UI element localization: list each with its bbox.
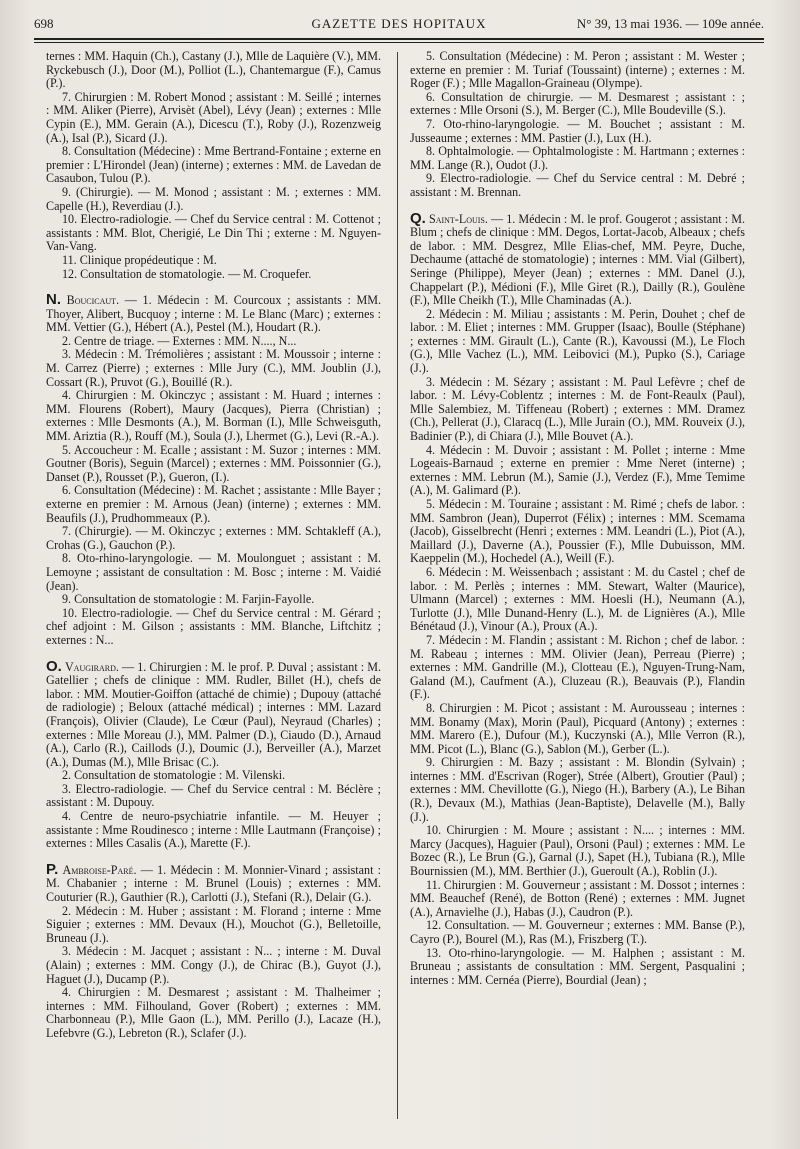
service-entry: 7. Oto-rhino-laryngologie. — M. Bouchet ; assistant : M. Jusseaume ; externes : MM. Pastier (J.), Lux (H.). xyxy=(410,116,745,145)
service-entry: 2. Consultation de stomatologie : M. Vilenski. xyxy=(62,768,286,783)
service-entry: 10. Chirurgien : M. Moure ; assistant : N.... ; internes : MM. Marcy (Jacques), Haguier (Paul), Orsoni (Paul) ; externes : MM. Le Bozec (R.), Le Brun (G.), Garnal (J.), Sapet (H.), Tubiana (R.), Mlle Bournissien (M.), MM. Berthier (J.), Gueroult (A.), Roblin (J.). xyxy=(410,823,745,879)
left-column xyxy=(46,50,381,1041)
section-letter: P. xyxy=(46,860,59,878)
service-entry: 9. Chirurgien : M. Bazy ; assistant : M. Blondin (Sylvain) ; internes : MM. d'Escrivan (Roger), Strée (Albert), Groutier (Paul) ; externes : MM. Chevillotte (G.), Niego (H.), Barbery (A.), Le Bihan (R.), Devaux (M.), Mathias (Jean-Baptiste), Delavelle (M.), Bally (J.). xyxy=(410,755,745,824)
section-letter: O. xyxy=(46,657,62,675)
service-entry: 3. Electro-radiologie. — Chef du Service central : M. Béclère ; assistant : M. Dupouy. xyxy=(46,781,381,810)
service-entry: 7. (Chirurgie). — M. Okinczyc ; externes : MM. Schtakleff (A.), Crohas (G.), Gauchon (P.). xyxy=(46,524,381,552)
section-text: — 1. Médecin : M. Monnier-Vinard ; assistant : M. Chabanier ; interne : M. Brunel (Louis) ; externes : MM. Couturier (R.), Gauthier (R.), Carlotti (J.), Stefani (R.), Delair (G.). xyxy=(46,862,382,905)
service-entry: 3. Médecin : M. Jacquet ; assistant : N... ; interne : M. Duval (Alain) ; externes : MM. Congy (J.), de Chirac (B.), Guyot (J.), Haguet (J.), Ducamp (P.). xyxy=(46,944,381,986)
hospital-name: Saint-Louis. xyxy=(428,211,488,226)
section-letter: Q. xyxy=(410,209,426,227)
service-entry: 13. Oto-rhino-laryngologie. — M. Halphen ; assistant : M. Bruneau ; assistants de consultation : MM. Sergent, Pasqualini ; internes : MM. Cernéa (Pierre), Bourdial (Jean) ; xyxy=(410,945,745,987)
service-entry: 12. Consultation. — M. Gouverneur ; externes : MM. Banse (P.), Cayro (P.), Bourel (M.), Ras (M.), Friszberg (T.). xyxy=(410,918,745,946)
service-entry: 3. Médecin : M. Sézary ; assistant : M. Paul Lefèvre ; chef de labor. : M. Lévy-Coblentz ; internes : M. de Font-Reaulx (Paul), Mlle Salembiez, M. Tiffeneau (Robert) ; externes : MM. Dramez (Ch.), Pellerat (J.), Claracq (L.), Mlle Jurain (O.), MM. Rouveix (J.), Badinier (P.), di Chiara (J.), Mlle Bouvet (A.). xyxy=(410,374,745,444)
page-header xyxy=(34,16,764,38)
service-entry: 4. Centre de neuro-psychiatrie infantile. — M. Heuyer ; assistante : Mme Roudinesco ; interne : Mlle Lautmann (Françoise) ; externes : Mlles Casalis (A.), Marette (F.). xyxy=(46,809,381,851)
service-entry: 10. Electro-radiologie. — Chef du Service central : M. Gérard ; chef adjoint : M. Gilson ; assistants : MM. Blanche, Liftchitz ; externes : N... xyxy=(46,605,381,647)
hospital-name: Ambroise-Paré. xyxy=(62,862,137,877)
section-text: — 1. Chirurgien : M. le prof. P. Duval ; assistant : M. Gatellier ; chefs de clinique : MM. Rudler, Billet (H.), chefs de labor. : MM. Moutier-Goiffon (attaché de chimie) ; Dupouy (attaché de radiologie) ; Beloux (attaché médical) ; internes : MM. Lazard (François), Olivier (Claude), Le Cœur (Paul), Neyraud (Charles) ; externes : Mlle Moreau (J.), MM. Palmer (D.), Ciaudo (D.), Arnaud (A.), Carlo (R.), Caillods (J.), Doumic (J.), Berveiller (A.), Marzet (A.), Dumas (M.), Mlle Brisac (C.). xyxy=(46,659,382,769)
service-entry: 11. Chirurgien : M. Gouverneur ; assistant : M. Dossot ; internes : MM. Beauchef (René), de Botton (René) ; externes : MM. Jugnet (A.), Arnavielhe (J.), Habas (J.), Caudron (P.). xyxy=(410,877,745,919)
column-divider xyxy=(397,52,398,1119)
hospital-name: Boucicaut. xyxy=(66,293,120,308)
service-entry: 2. Centre de triage. — Externes : MM. N...., N... xyxy=(62,333,297,348)
page-number: 698 xyxy=(34,16,54,31)
service-entry: 8. Chirurgien : M. Picot ; assistant : M. Aurousseau ; internes : MM. Bonamy (Max), Morin (Paul), Picquard (Antony) ; externes : MM. Marero (E.), Dufour (M.), Kuczynski (A.), Mlle Verron (R.), MM. Picot (L.), Blanc (G.), Sablon (M.), Gerber (L.). xyxy=(410,700,745,756)
section-text: — 1. Médecin : M. Courcoux ; assistants : MM. Thoyer, Alibert, Bucquoy ; interne : M. Le Blanc (Marc) ; externes : MM. Vettier (G.), Hébert (A.), Pestel (M.), Houdart (R.). xyxy=(46,293,381,335)
continued-paragraph: ternes : MM. Haquin (Ch.), Castany (J.), Mlle de Laquière (V.), MM. Ryckebusch (J.), Door (M.), Polliot (L.), Chantemargue (F.), Camus (P.). xyxy=(46,49,381,91)
section-text: — 1. Médecin : M. le prof. Gougerot ; assistant : M. Blum ; chefs de clinique : MM. Degos, Lortat-Jacob, Albeaux ; chefs de labor. : MM. Desgrez, Mlle Elias-chef, MM. Peyre, Duche, Dechaume (attaché de stomatologie) ; internes : MM. Vial (Gilbert), Seringe (Philippe), Meyer (Jean) ; externes : MM. Danel (J.), Chappelart (P.), Médioni (F.), Mlle Giret (R.), Dailly (R.), Goulène (F.), Mlle Cheikh (T.), Mlle Chaminadas (A.). xyxy=(410,211,745,308)
hospital-section xyxy=(46,657,382,770)
service-entry: 8. Ophtalmologie. — Ophtalmologiste : M. Hartmann ; externes : MM. Lange (R.), Oudot (J.). xyxy=(410,144,745,172)
journal-title: GAZETTE DES HOPITAUX xyxy=(311,16,487,31)
service-entry: 2. Médecin : M. Miliau ; assistants : M. Perin, Douhet ; chef de labor. : M. Eliet ; internes : MM. Grupper (Isaac), Boulle (Stéphane) ; externes : MM. Girault (L.), Cante (R.), Kavoussi (M.), Le Floch (G.), Mlle Vachez (L.), MM. Leibovici (M.), Pupko (S.), Cariage (J.). xyxy=(410,306,745,376)
service-entry: 12. Consultation de stomatologie. — M. Croquefer. xyxy=(62,266,312,281)
hospital-section xyxy=(46,293,381,335)
service-entry: 2. Médecin : M. Huber ; assistant : M. Florand ; interne : Mme Siguier ; externes : MM. Devaux (H.), Mouchot (G.), Belletoille, Bruneau (J.). xyxy=(46,903,381,945)
service-entry: 4. Chirurgien : M. Okinczyc ; assistant : M. Huard ; internes : MM. Flourens (Robert), Maury (Jacques), Pierra (Christian) ; externes : Mlle Desmonts (A.), M. Borman (I.), Mlle Schweisguth, MM. Ariztia (R.), Rouff (M.), Soula (J.), Lhermet (G.), Levi (R.-A.). xyxy=(46,388,381,444)
service-entry: 6. Médecin : M. Weissenbach ; assistant : M. du Castel ; chef de labor. : M. Perlès ; internes : MM. Stewart, Walter (Maurice), Ulmann (Marcel) ; externes : MM. Hoesli (H.), Neumann (A.), Turlotte (J.), Mlle Dunand-Henry (L.), M. de Lignières (A.), Mlle Bénétaud (J.), Vinour (A.), Proux (A.). xyxy=(410,564,745,634)
service-entry: 7. Chirurgien : M. Robert Monod ; assistant : M. Seillé ; internes : MM. Aliker (Pierre), Arvisèt (Abel), Lévy (Jean) ; externes : Mlle Cypin (E.), MM. Gerain (A.), Dicescu (T.), Roby (J.), Rozenzweig (A.), Isal (P.), Sicard (J.). xyxy=(46,89,381,145)
service-entry: 8. Oto-rhino-laryngologie. — M. Moulonguet ; assistant : M. Lemoyne ; assistant de consultation : M. Bosc ; interne : M. Vaidié (Jean). xyxy=(46,551,381,593)
service-entry: 9. Consultation de stomatologie : M. Farjin-Fayolle. xyxy=(62,592,315,607)
service-entry: 6. Consultation de chirurgie. — M. Desmarest ; assistant : ; externes : Mlle Orsoni (S.), M. Berger (C.), Mlle Boudeville (S.). xyxy=(410,89,745,118)
service-entry: 7. Médecin : M. Flandin ; assistant : M. Richon ; chef de labor. : M. Rabeau ; internes : MM. Olivier (Jean), Perreau (Pierre) ; externes : MM. Gandrille (M.), Clotteau (E.), Nguyen-Trung-Nam, Galand (M.), Caufment (A.), Cluzeau (R.), Beauvais (P.), Flandin (F.). xyxy=(410,632,745,702)
header-rule-thin xyxy=(34,42,764,43)
issue-info: N° 39, 13 mai 1936. — 109e année. xyxy=(576,16,764,31)
hospital-name: Vaugirard. xyxy=(64,659,119,674)
service-entry: 8. Consultation (Médecine) : Mme Bertrand-Fontaine ; externe en premier : L'Hirondel (Jean) (interne) ; externes : MM. de Lavedan de Casaubon, Tulou (P.). xyxy=(46,144,381,186)
service-entry: 4. Médecin : M. Duvoir ; assistant : M. Pollet ; interne : Mme Logeais-Barnaud ; externe en premier : Mme Neret (interne) ; externes : MM. Lebrun (M.), Samie (J.), Verdez (F.), Mme Temime (A.), M. Galimard (P.). xyxy=(410,442,745,498)
service-entry: 3. Médecin : M. Trémolières ; assistant : M. Moussoir ; interne : M. Carrez (Pierre) ; externes : Mlle Jury (C.), MM. Joublin (J.), Cossart (R.), Pruvot (G.), Bouillé (R.). xyxy=(46,347,381,389)
service-entry: 10. Electro-radiologie. — Chef du Service central : M. Cottenot ; assistants : MM. Blot, Cherigié, Le Din Thi ; externe : M. Nguyen-Van-Vang. xyxy=(46,212,381,254)
service-entry: 9. Electro-radiologie. — Chef du Service central : M. Debré ; assistant : M. Brennan. xyxy=(410,171,745,199)
right-column xyxy=(410,50,745,987)
service-entry: 6. Consultation (Médecine) : M. Rachet ; assistante : Mlle Bayer ; externe en premier : M. Arnous (Jean) (interne) ; externes : MM. Beaufils (J.), Prudhommeaux (P.). xyxy=(46,483,381,525)
header-rule xyxy=(34,38,764,40)
hospital-section xyxy=(410,209,745,308)
service-entry: 5. Médecin : M. Touraine ; assistant : M. Rimé ; chefs de labor. : MM. Sambron (Jean), Duperrot (Félix) ; internes : MM. Scemama (Jacob), Gisselbrecht (Henri ; externes : MM. Leandri (L.), Piot (A.), Maillard (J.), Daverne (A.), Poussier (F.), Mlle Dubuisson, MM. Kaeppelin (M.), Hochedel (A.), Weill (F.). xyxy=(410,497,745,566)
service-entry: 11. Clinique propédeutique : M. xyxy=(62,252,217,267)
service-entry: 4. Chirurgien : M. Desmarest ; assistant : M. Thalheimer ; internes : MM. Filhouland, Gover (Robert) ; externes : MM. Charbonneau (P.), Mlle Gaon (L.), MM. Perillo (J.), Lacaze (H.), Lefebvre (G.), Lebreton (R.), Sclafer (J.). xyxy=(46,985,381,1040)
hospital-section xyxy=(46,860,382,905)
service-entry: 9. (Chirurgie). — M. Monod ; assistant : M. ; externes : MM. Capelle (H.), Reverdiau (J.). xyxy=(46,184,381,213)
section-letter: N. xyxy=(46,291,61,309)
service-entry: 5. Consultation (Médecine) : M. Peron ; assistant : M. Wester ; externe en premier : M. Turiaf (Toussaint) (interne) ; externes : M. Roger (F.) ; Mlle Magallon-Graineau (Olympe). xyxy=(410,49,745,91)
service-entry: 5. Accoucheur : M. Ecalle ; assistant : M. Suzor ; internes : MM. Goutner (Boris), Seguin (Marcel) ; externes : MM. Poissonnier (G.), Danset (P.), Rousset (P.), Gueron, (I.). xyxy=(46,442,381,484)
